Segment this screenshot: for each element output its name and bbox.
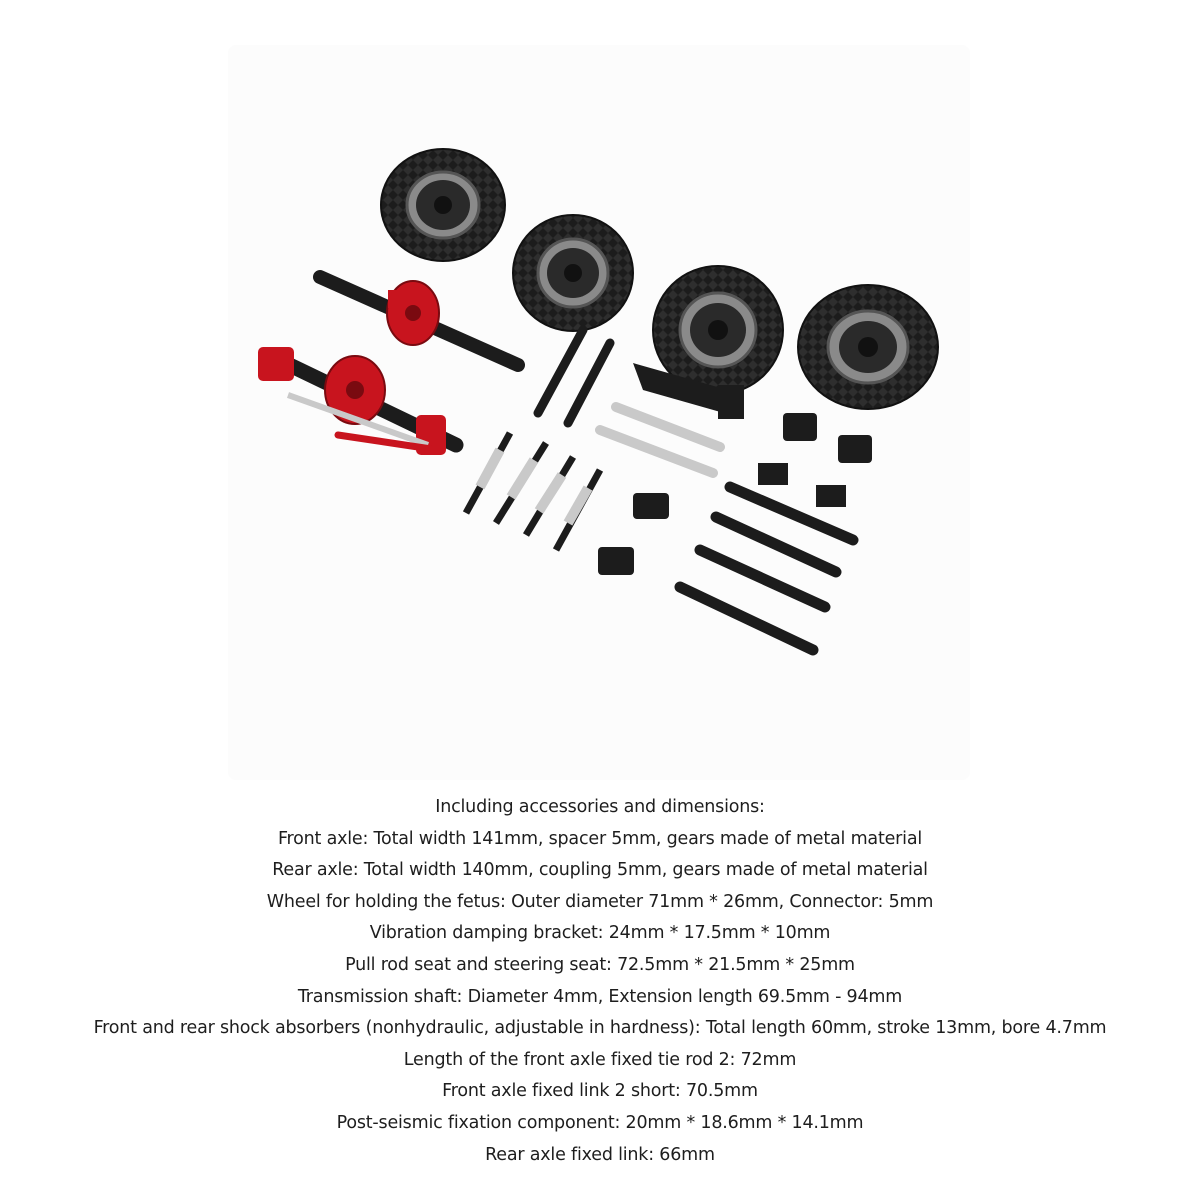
spec-line-rear-axle: Rear axle: Total width 140mm, coupling 5mm, gears made of metal material — [272, 860, 928, 881]
spec-line-transmission-shaft: Transmission shaft: Diameter 4mm, Extension length 69.5mm - 94mm — [297, 986, 903, 1007]
spec-line-fixation-component: Post-seismic fixation component: 20mm * 18.6mm * 14.1mm — [336, 1112, 864, 1133]
spec-line-tie-rod: Length of the front axle fixed tie rod 2: 72mm — [403, 1049, 797, 1070]
spec-line-front-axle: Front axle: Total width 141mm, spacer 5mm, gears made of metal material — [277, 828, 923, 849]
wheel-icon — [798, 285, 938, 409]
spec-line-shock-absorbers: Front and rear shock absorbers (nonhydraulic, adjustable in hardness): Total length 60mm, stroke 13mm, bore 4.7mm — [93, 1018, 1107, 1039]
product-photo — [228, 45, 970, 780]
parts-illustration — [228, 45, 970, 780]
spec-list — [0, 792, 1200, 1171]
rear-axle-icon — [320, 277, 518, 365]
spec-heading: Including accessories and dimensions: — [435, 797, 765, 817]
link-rod-icon — [538, 330, 610, 423]
spec-line-wheel: Wheel for holding the fetus: Outer diameter 71mm * 26mm, Connector: 5mm — [266, 891, 934, 912]
wheel-icon — [381, 149, 505, 261]
shock-absorber-icon — [466, 433, 510, 513]
spec-line-fixed-link: Front axle fixed link 2 short: 70.5mm — [442, 1081, 758, 1102]
spec-line-rod-seat: Pull rod seat and steering seat: 72.5mm * 21.5mm * 25mm — [345, 954, 855, 975]
spec-line-rear-link: Rear axle fixed link: 66mm — [485, 1144, 715, 1165]
link-rod-icon — [680, 487, 853, 650]
spec-line-damping-bracket: Vibration damping bracket: 24mm * 17.5mm * 10mm — [369, 923, 831, 944]
wheel-icon — [513, 215, 633, 331]
front-axle-icon — [258, 347, 456, 455]
transmission-shaft-icon — [600, 407, 720, 473]
